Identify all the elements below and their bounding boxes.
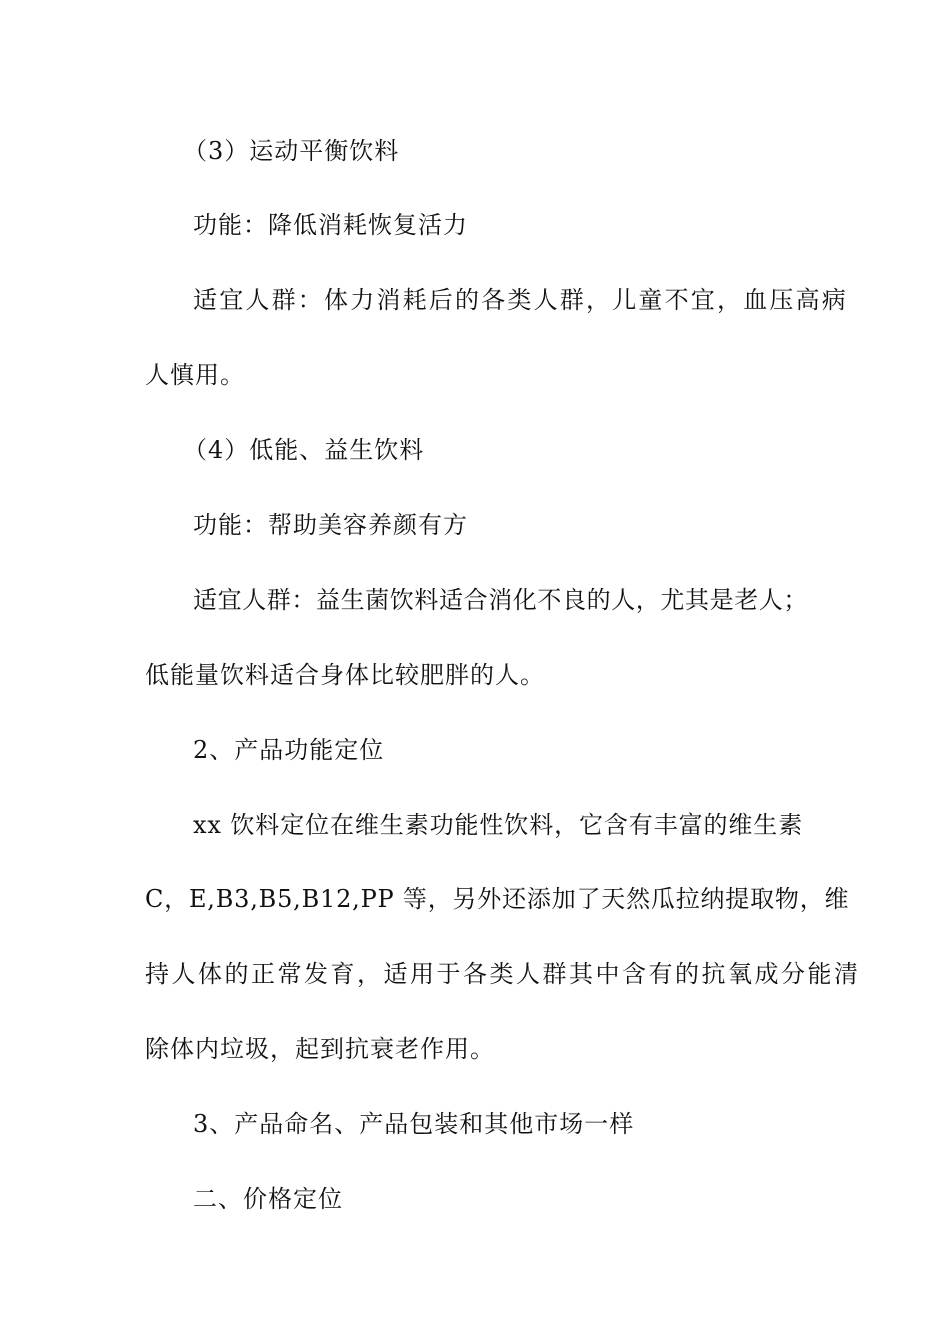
chapter-heading-price-positioning: 二、价格定位 xyxy=(193,1185,343,1213)
subsection-heading-sports-drink: （3）运动平衡饮料 xyxy=(183,137,400,165)
suitable-groups-text-continued: 人慎用。 xyxy=(145,361,245,389)
subsection-heading-low-energy-probiotic: （4）低能、益生饮料 xyxy=(183,436,425,464)
section-heading-product-naming: 3、产品命名、产品包装和其他市场一样 xyxy=(193,1110,635,1138)
suitable-groups-text-sports-drink: 适宜人群：体力消耗后的各类人群，儿童不宜，血压高病 xyxy=(193,286,848,314)
function-text-sports-drink: 功能：降低消耗恢复活力 xyxy=(193,211,468,239)
paragraph-line-1: xx 饮料定位在维生素功能性饮料，它含有丰富的维生素 xyxy=(193,811,804,839)
paragraph-line-2: C，E,B3,B5,B12,PP 等，另外还添加了天然瓜拉纳提取物，维 xyxy=(145,885,850,913)
function-text-low-energy-probiotic: 功能：帮助美容养颜有方 xyxy=(193,511,468,539)
suitable-groups-text-probiotic: 适宜人群：益生菌饮料适合消化不良的人，尤其是老人； xyxy=(193,586,808,614)
section-heading-product-positioning: 2、产品功能定位 xyxy=(193,736,385,764)
suitable-groups-text-low-energy: 低能量饮料适合身体比较肥胖的人。 xyxy=(145,661,545,689)
paragraph-line-3: 持人体的正常发育，适用于各类人群其中含有的抗氧成分能清 xyxy=(145,960,861,988)
paragraph-line-4: 除体内垃圾，起到抗衰老作用。 xyxy=(145,1035,495,1063)
